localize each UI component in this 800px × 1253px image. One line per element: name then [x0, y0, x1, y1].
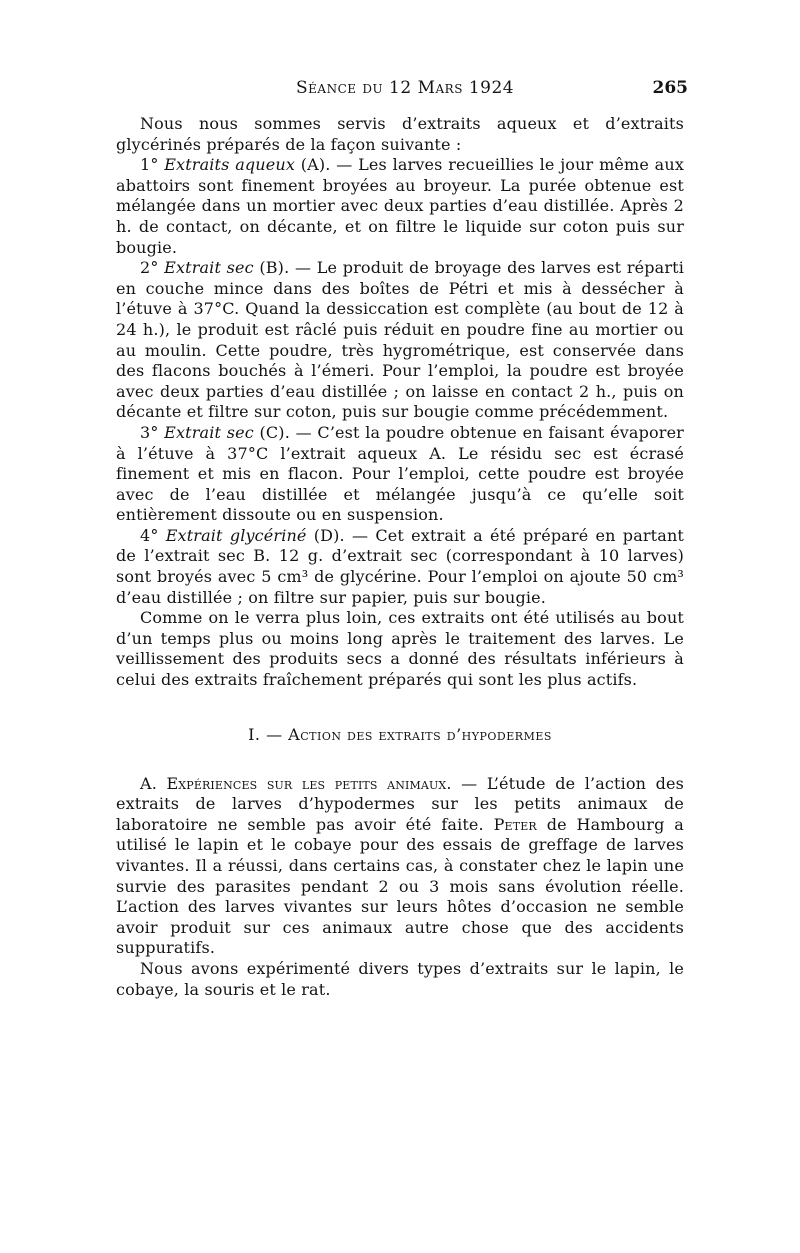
section-dash: —	[266, 724, 283, 744]
section-title-text: Action des extraits d’hypodermes	[288, 724, 552, 744]
aging-paragraph: Comme on le verra plus loin, ces extraits ont été utilisés au bout d’un temps plus ou moins long après le traitement des larves. Le veillissement des produits secs a donné des résultats inférieurs à celui des extraits fraîchement préparés qui sont les plus actifs.	[116, 608, 684, 690]
extract-c-paragraph	[116, 423, 684, 526]
extract-a-name: Extraits aqueux	[164, 155, 296, 175]
extract-d-text: — Cet extrait a été préparé en partant de l’extrait sec B. 12 g. d’extrait sec (correspondant à 10 larves) sont broyés avec 5 cm³ de glycérine. Pour l’emploi on ajoute 50 cm³ d’eau distillée ; on filtre sur papier, puis sur bougie.	[116, 525, 684, 607]
extract-b-text: — Le produit de broyage des larves est réparti en couche mince dans des boîtes de Pétri et mis à dessécher à l’étuve à 37°C. Quand la dessiccation est complète (au bout de 12 à 24 h.), le produit est râclé puis réduit en poudre fine au mortier ou au moulin. Cette poudre, très hygrométrique, est conservée dans des flacons bouchés à l’émeri. Pour l’emploi, la poudre est broyée avec deux parties d’eau distillée ; on laisse en contact 2 h., puis on décante et filtre sur coton, puis sur bougie comme précédemment.	[116, 258, 684, 422]
section-heading	[116, 725, 684, 744]
subsection-a-heading: A. Expériences sur les petits animaux.	[140, 773, 452, 793]
extract-c-number: 3°	[140, 422, 159, 442]
extract-c-code: (C).	[259, 422, 290, 442]
extract-b-number: 2°	[140, 258, 159, 278]
closing-paragraph: Nous avons expérimenté divers types d’extraits sur le lapin, le cobaye, la souris et le rat.	[116, 958, 684, 999]
extract-a-text: — Les larves recueillies le jour même aux abattoirs sont finement broyées au broyeur. La purée obtenue est mélangée dans un mortier avec deux parties d’eau distillée. Après 2 h. de contact, on décante, et on filtre le liquide sur coton puis sur bougie.	[116, 155, 684, 257]
subsection-a-text-before: — L’étude de l’action des extraits de larves d’hypodermes sur les petits animaux de laboratoire ne semble pas avoir été faite.	[116, 773, 684, 834]
section-numeral: I.	[248, 724, 261, 744]
intro-paragraph: Nous nous sommes servis d’extraits aqueux et d’extraits glycérinés préparés de la façon suivante :	[116, 114, 684, 154]
extract-c-text: — C’est la poudre obtenue en faisant évaporer à l’étuve à 37°C l’extrait aqueux A. Le résidu sec est écrasé finement et mis en flacon. Pour l’emploi, cette poudre est broyée avec de l’eau distillée et mélangée jusqu’à ce qu’elle soit entièrement dissoute ou en suspension.	[116, 422, 684, 525]
page-number: 265	[652, 78, 688, 98]
extract-a-number: 1°	[140, 155, 159, 175]
extract-b-code: (B).	[259, 258, 290, 278]
extract-a-paragraph	[116, 155, 684, 258]
extract-a-code: (A).	[300, 155, 331, 175]
extract-b-paragraph	[116, 258, 684, 423]
document-page	[116, 78, 688, 1000]
running-header	[116, 78, 688, 114]
extract-d-number: 4°	[140, 525, 159, 545]
subsection-a-text-after: de Hambourg a utilisé le lapin et le cobaye pour des essais de greffage de larves vivantes. Il a réussi, dans certains cas, à constater chez le lapin une survie des parasites pendant 2 ou 3 mois sans évolution réelle. L’action des larves vivantes sur leurs hôtes d’occasion ne semble avoir produit sur ces animaux autre chose que des accidents suppuratifs.	[116, 814, 684, 958]
body-text	[116, 114, 684, 1000]
extract-d-name: Extrait glycériné	[165, 525, 307, 545]
extract-c-name: Extrait sec	[164, 422, 254, 442]
author-name: Peter	[493, 814, 537, 834]
running-title: Séance du 12 Mars 1924	[296, 78, 515, 98]
subsection-a-paragraph	[116, 774, 684, 959]
extract-d-code: (D).	[313, 525, 345, 545]
extract-b-name: Extrait sec	[164, 258, 254, 278]
extract-d-paragraph	[116, 526, 684, 608]
